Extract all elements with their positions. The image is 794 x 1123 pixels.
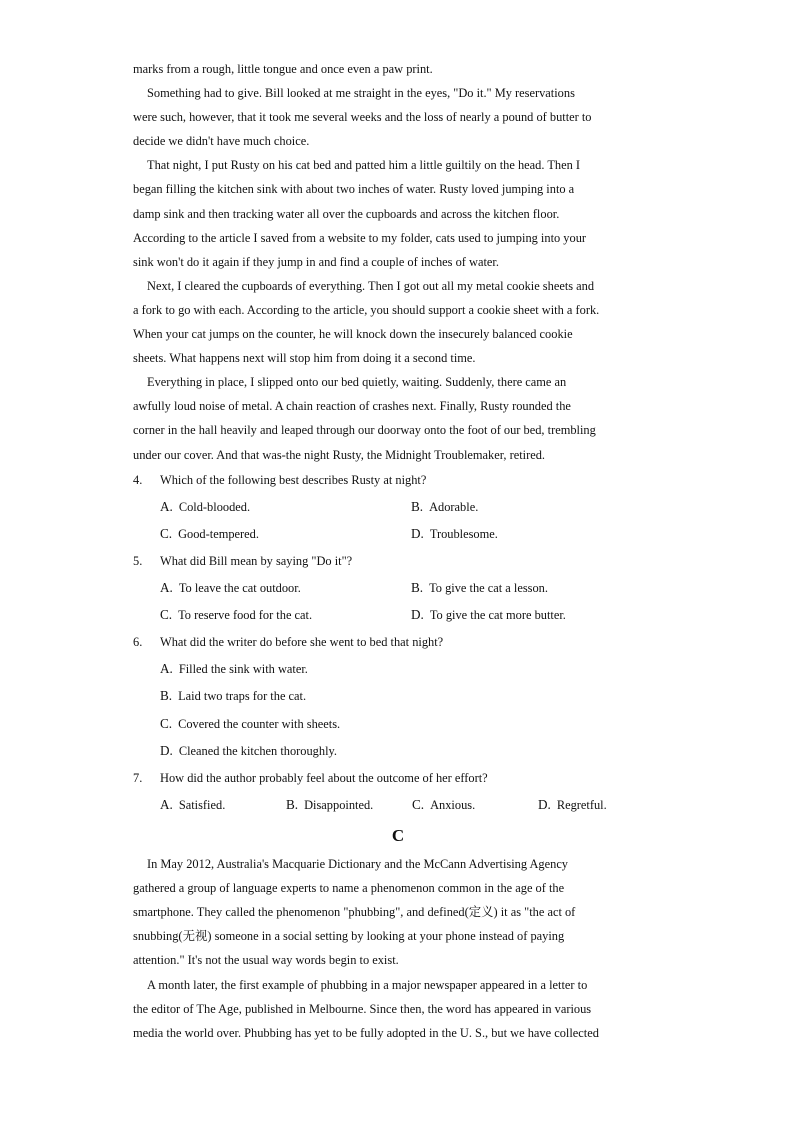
- passage-line: awfully loud noise of metal. A chain reaction of crashes next. Finally, Rusty rounded the: [133, 399, 571, 414]
- passage-line: were such, however, that it took me several weeks and the loss of nearly a pound of butter to: [133, 110, 592, 125]
- passage-line: When your cat jumps on the counter, he will knock down the insecurely balanced cookie: [133, 327, 573, 342]
- passage-line: A month later, the first example of phubbing in a major newspaper appeared in a letter to: [147, 977, 588, 992]
- option-b[interactable]: B. To give the cat a lesson.: [411, 579, 548, 595]
- option-d[interactable]: D. Troublesome.: [411, 526, 498, 542]
- option-a[interactable]: A. Satisfied.: [160, 796, 226, 812]
- passage-line: under our cover. And that was-the night Rusty, the Midnight Troublemaker, retired.: [133, 447, 545, 462]
- passage-line: a fork to go with each. According to the article, you should support a cookie sheet with a fork.: [133, 302, 600, 317]
- passage-line: Next, I cleared the cupboards of everything. Then I got out all my metal cookie sheets and: [147, 278, 595, 293]
- passage-line: damp sink and then tracking water all over the cupboards and across the kitchen floor.: [133, 206, 560, 221]
- question-7: [133, 765, 673, 819]
- option-c[interactable]: C. To reserve food for the cat.: [160, 607, 313, 623]
- passage-b: [133, 57, 673, 467]
- option-d[interactable]: D. Cleaned the kitchen thoroughly.: [160, 743, 337, 759]
- option-c[interactable]: C. Anxious.: [412, 796, 476, 812]
- passage-line: smartphone. They called the phenomenon "phubbing", and defined(定义) it as "the act of: [133, 905, 576, 920]
- section-heading-c: C: [391, 826, 405, 846]
- question-number: 4.: [133, 472, 143, 487]
- option-b[interactable]: B. Disappointed.: [286, 796, 374, 812]
- passage-line: began filling the kitchen sink with about two inches of water. Rusty loved jumping into a: [133, 182, 575, 197]
- passage-line: the editor of The Age, published in Melbourne. Since then, the word has appeared in various: [133, 1001, 592, 1016]
- passage-line: marks from a rough, little tongue and once even a paw print.: [133, 62, 433, 76]
- passage-line: decide we didn't have much choice.: [133, 134, 310, 149]
- question-text: How did the author probably feel about the outcome of her effort?: [160, 770, 488, 785]
- passage-line: sink won't do it again if they jump in and find a couple of inches of water.: [133, 254, 499, 269]
- option-a[interactable]: A. Filled the sink with water.: [160, 660, 308, 676]
- passage-line: According to the article I saved from a website to my folder, cats used to jumping into your: [133, 230, 587, 245]
- option-d[interactable]: D. To give the cat more butter.: [411, 607, 566, 623]
- passage-line: In May 2012, Australia's Macquarie Dictionary and the McCann Advertising Agency: [147, 857, 569, 872]
- passage-line: snubbing(无视) someone in a social setting by looking at your phone instead of paying: [133, 929, 565, 944]
- passage-line: media the world over. Phubbing has yet to be fully adopted in the U. S., but we have collected: [133, 1025, 599, 1040]
- question-number: 6.: [133, 634, 143, 649]
- option-b[interactable]: B. Laid two traps for the cat.: [160, 688, 307, 704]
- passage-c: [133, 852, 673, 1045]
- passage-line: Everything in place, I slipped onto our bed quietly, waiting. Suddenly, there came an: [147, 375, 567, 390]
- passage-line: attention." It's not the usual way words begin to exist.: [133, 953, 399, 968]
- question-text: What did the writer do before she went to bed that night?: [160, 634, 444, 649]
- exam-page: [133, 57, 673, 1045]
- option-a[interactable]: A. To leave the cat outdoor.: [160, 579, 301, 595]
- question-number: 7.: [133, 770, 143, 785]
- option-a[interactable]: A. Cold-blooded.: [160, 498, 251, 514]
- question-6: [133, 629, 673, 765]
- option-b[interactable]: B. Adorable.: [411, 498, 479, 514]
- question-5: [133, 548, 673, 629]
- passage-line: sheets. What happens next will stop him from doing it a second time.: [133, 351, 476, 366]
- option-d[interactable]: D. Regretful.: [538, 796, 607, 812]
- question-text: Which of the following best describes Rusty at night?: [160, 472, 427, 487]
- passage-line: gathered a group of language experts to name a phenomenon common in the age of the: [133, 881, 565, 896]
- passage-line: Something had to give. Bill looked at me straight in the eyes, "Do it." My reservations: [147, 86, 575, 101]
- option-c[interactable]: C. Covered the counter with sheets.: [160, 715, 341, 731]
- passage-line: corner in the hall heavily and leaped through our doorway onto the foot of our bed, trembling: [133, 423, 596, 438]
- question-number: 5.: [133, 553, 143, 568]
- question-text: What did Bill mean by saying "Do it"?: [160, 553, 353, 568]
- passage-line: That night, I put Rusty on his cat bed and patted him a little guiltily on the head. Then I: [147, 158, 581, 173]
- question-4: [133, 467, 673, 548]
- option-c[interactable]: C. Good-tempered.: [160, 526, 259, 542]
